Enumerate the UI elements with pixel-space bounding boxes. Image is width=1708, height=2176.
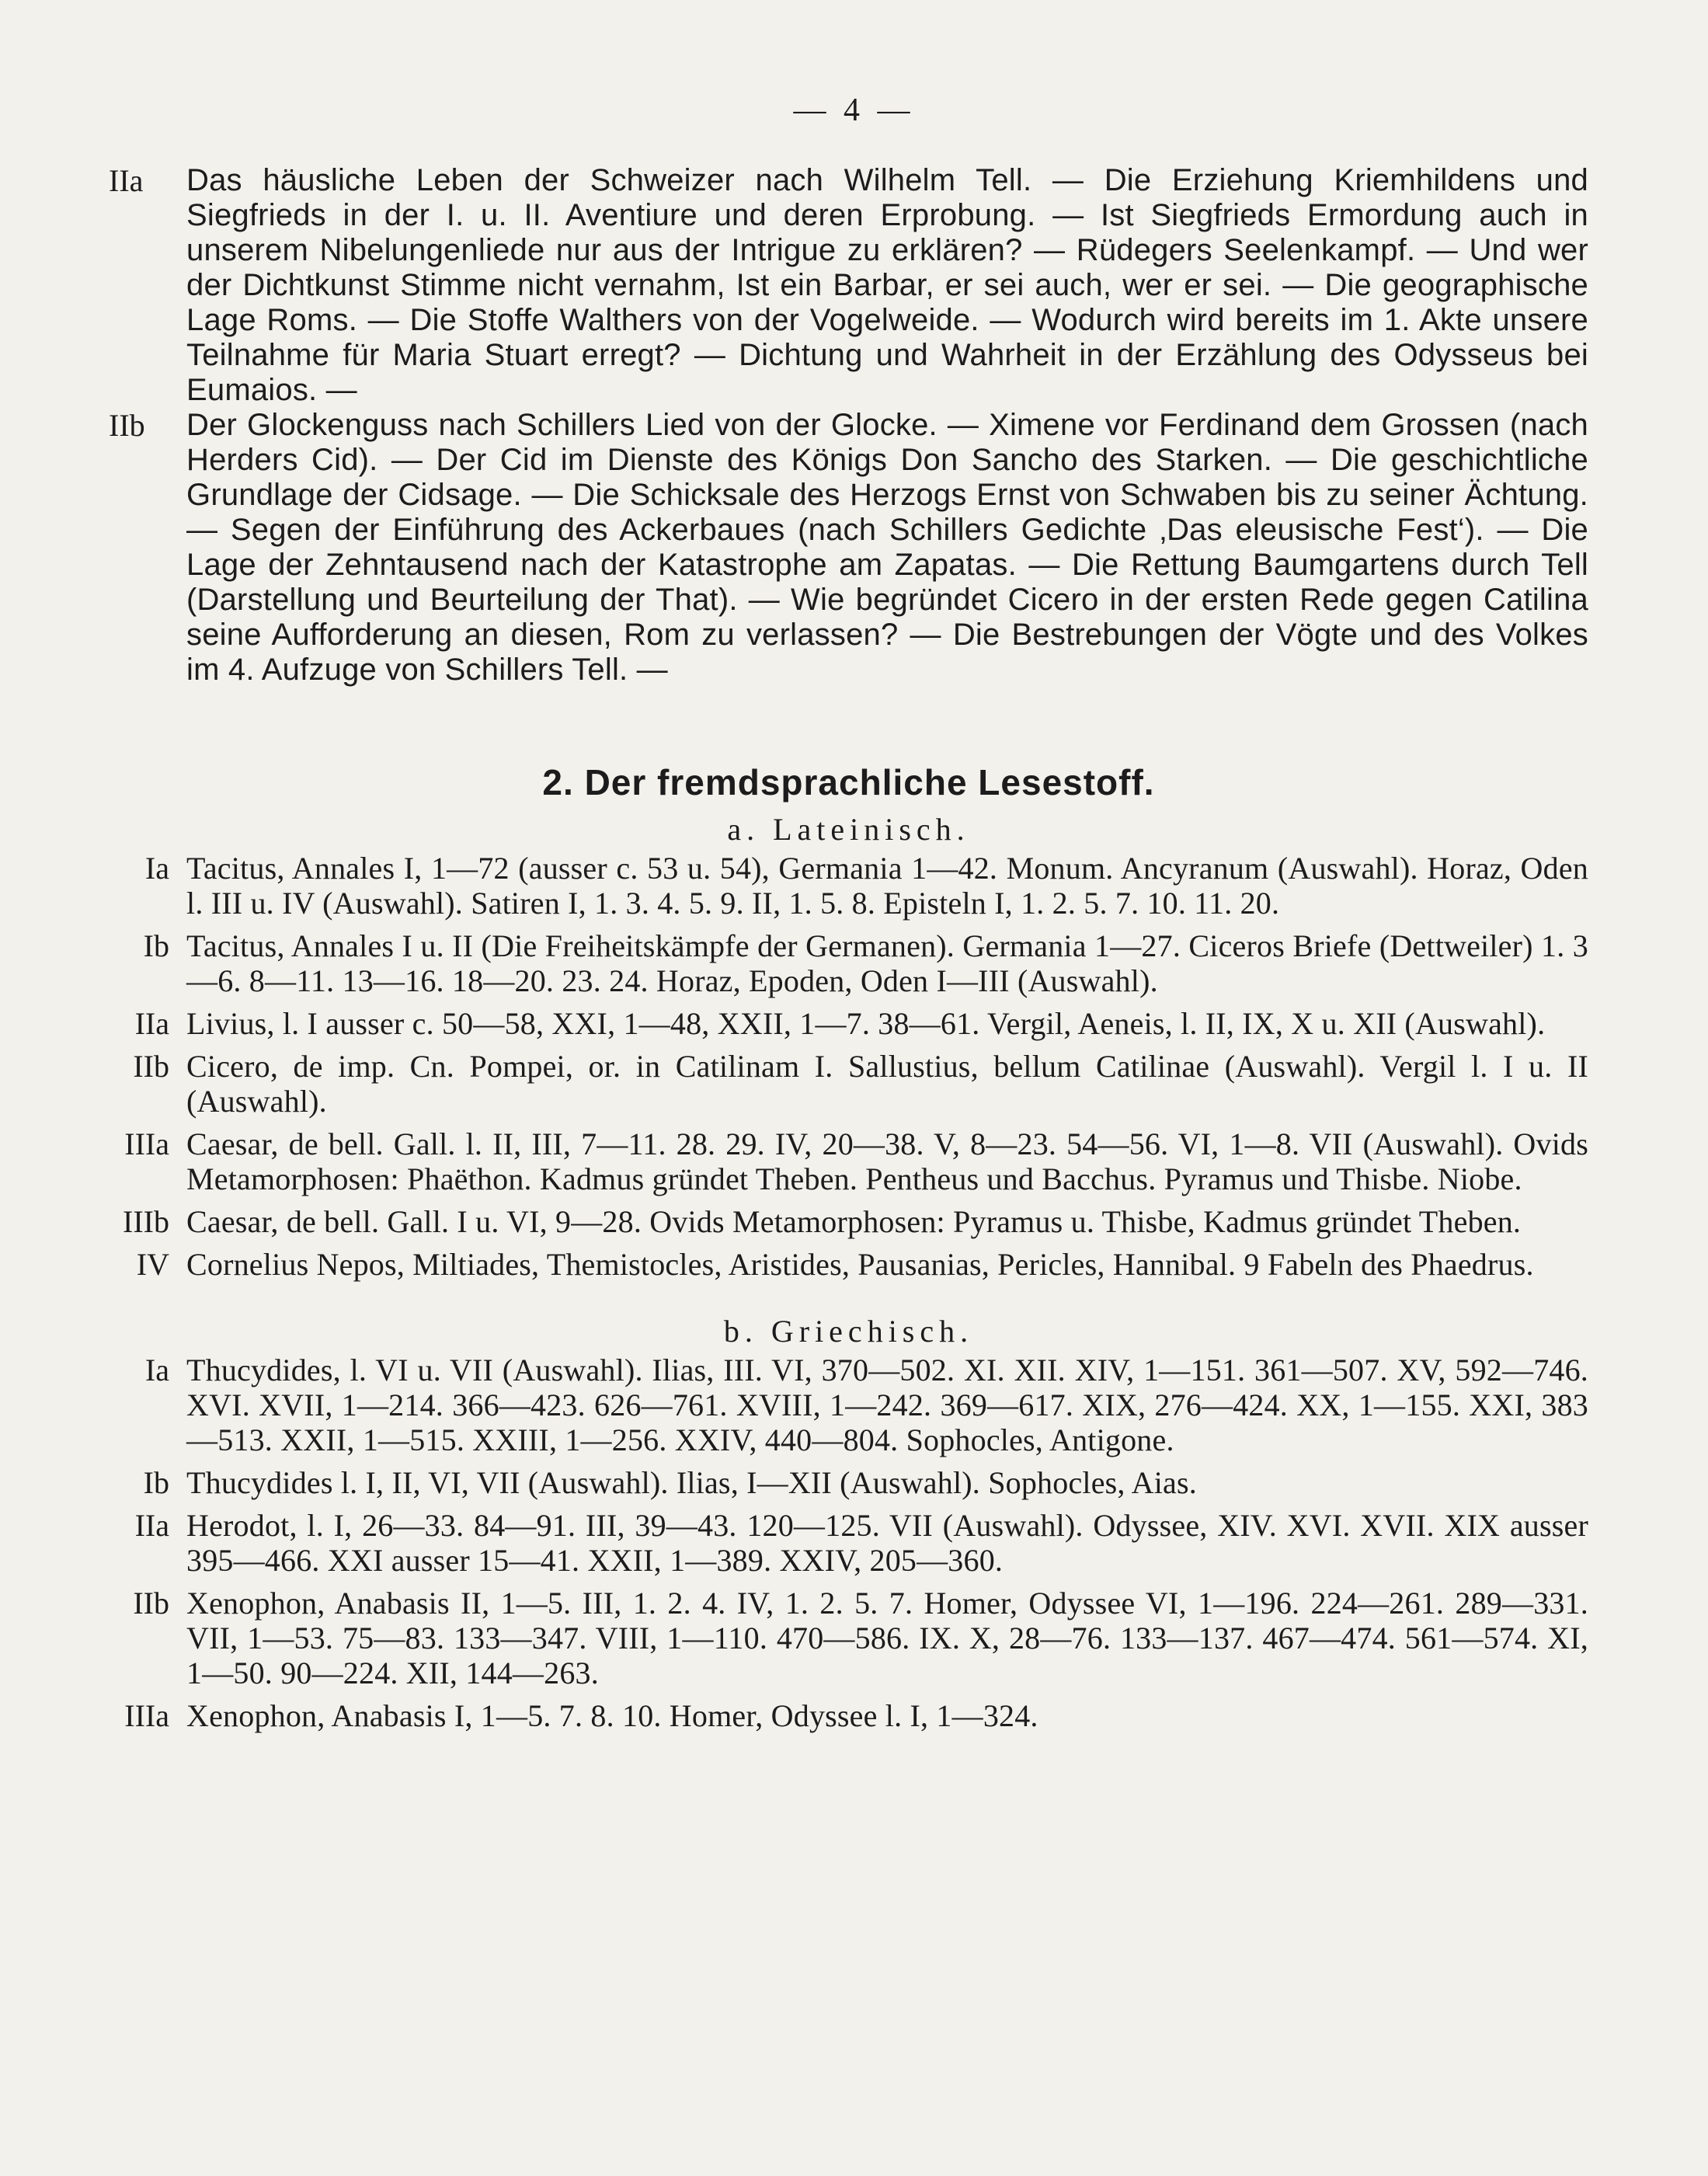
topic-entry-iia: [109, 163, 1588, 408]
latin-heading: a. Lateinisch.: [727, 812, 970, 847]
latin-entry-iv: [109, 1247, 1588, 1282]
grade-label: IIIa: [124, 1126, 169, 1161]
page-content: [109, 163, 1588, 1733]
grade-label: IIb: [133, 1049, 169, 1084]
latin-entry-ib: [109, 928, 1588, 998]
reading-text: Xenophon, Anabasis I, 1—5. 7. 8. 10. Homer, Odyssee l. I, 1—324.: [186, 1698, 1038, 1733]
reading-text: Cicero, de imp. Cn. Pompei, or. in Catilinam I. Sallustius, bellum Catilinae (Auswahl). Vergil l. I u. II (Auswahl).: [186, 1049, 1588, 1119]
grade-label: IV: [136, 1247, 169, 1282]
reading-text: Livius, l. I ausser c. 50—58, XXI, 1—48, XXII, 1—7. 38—61. Vergil, Aeneis, l. II, IX, X u. XII (Auswahl).: [186, 1006, 1546, 1041]
grade-label: Ia: [144, 851, 169, 886]
greek-entry-iia: [109, 1508, 1588, 1578]
grade-label: Ib: [143, 928, 169, 963]
grade-label: IIIb: [123, 1204, 169, 1239]
grade-label: Ia: [144, 1353, 169, 1387]
reading-text: Caesar, de bell. Gall. l. II, III, 7—11. 28. 29. IV, 20—38. V, 8—23. 54—56. VI, 1—8. VII (Auswahl). Ovids Metamorphosen: Phaëthon. Kadmus gründet Theben. Pentheus und Bacchus. Pyramus und Thisbe. Niobe.: [186, 1126, 1588, 1196]
latin-entry-iib: [109, 1049, 1588, 1119]
greek-heading: b. Griechisch.: [723, 1314, 974, 1349]
greek-entry-iib: [109, 1586, 1588, 1690]
reading-text: Tacitus, Annales I u. II (Die Freiheitskämpfe der Germanen). Germania 1—27. Ciceros Briefe (Dettweiler) 1. 3—6. 8—11. 13—16. 18—20. 23. 24. Horaz, Epoden, Oden I—III (Auswahl).: [186, 928, 1588, 998]
reading-text: Thucydides, l. VI u. VII (Auswahl). Ilias, III. VI, 370—502. XI. XII. XIV, 1—151. 361—507. XV, 592—746. XVI. XVII, 1—214. 366—423. 626—761. XVIII, 1—242. 369—617. XIX, 276—424. XX, 1—155. XXI, 383—513. XXII, 1—515. XXIII, 1—256. XXIV, 440—804. Sophocles, Antigone.: [186, 1353, 1588, 1457]
greek-entry-ib: [109, 1465, 1588, 1500]
reading-text: Caesar, de bell. Gall. I u. VI, 9—28. Ovids Metamorphosen: Pyramus u. Thisbe, Kadmus gründet Theben.: [186, 1204, 1522, 1239]
greek-entry-iiia: [109, 1698, 1588, 1733]
reading-text: Cornelius Nepos, Miltiades, Themistocles, Aristides, Pausanias, Pericles, Hannibal. 9 Fabeln des Phaedrus.: [186, 1247, 1534, 1282]
reading-text: Xenophon, Anabasis II, 1—5. III, 1. 2. 4. IV, 1. 2. 5. 7. Homer, Odyssee VI, 1—196. 224—261. 289—331. VII, 1—53. 75—83. 133—347. VIII, 1—110. 470—586. IX. X, 28—76. 133—137. 467—474. 561—574. XI, 1—50. 90—224. XII, 144—263.: [186, 1586, 1588, 1690]
grade-label: IIb: [133, 1586, 169, 1621]
reading-text: Herodot, l. I, 26—33. 84—91. III, 39—43. 120—125. VII (Auswahl). Odyssee, XIV. XVI. XVII. XIX ausser 395—466. XXI ausser 15—41. XXII, 1—389. XXIV, 205—360.: [186, 1508, 1588, 1578]
grade-label: IIa: [134, 1006, 169, 1041]
grade-label: IIa: [109, 163, 144, 198]
latin-entry-ia: [109, 851, 1588, 921]
topic-text: Der Glockenguss nach Schillers Lied von der Glocke. — Ximene vor Ferdinand dem Grossen (nach Herders Cid). — Der Cid im Dienste des Königs Don Sancho des Starken. — Die geschichtliche Grundlage der Cidsage. — Die Schicksale des Herzogs Ernst von Schwaben bis zu seiner Ächtung. — Segen der Einführung des Ackerbaues (nach Schillers Gedichte ‚Das eleusische Fest‘). — Die Lage der Zehntausend nach der Katastrophe am Zapatas. — Die Rettung Baumgartens durch Tell (Darstellung und Beurteilung der That). — Wie begründet Cicero in der ersten Rede gegen Catilina seine Aufforderung an diesen, Rom zu verlassen? — Die Bestrebungen der Vögte und des Volkes im 4. Aufzuge von Schillers Tell. —: [186, 408, 1588, 687]
latin-entry-iiia: [109, 1126, 1588, 1196]
reading-text: Thucydides l. I, II, VI, VII (Auswahl). Ilias, I—XII (Auswahl). Sophocles, Aias.: [186, 1465, 1197, 1500]
grade-label: IIIa: [124, 1698, 169, 1733]
grade-label: Ib: [143, 1465, 169, 1500]
grade-label: IIb: [109, 408, 145, 443]
latin-entry-iiib: [109, 1204, 1588, 1239]
reading-text: Tacitus, Annales I, 1—72 (ausser c. 53 u. 54), Germania 1—42. Monum. Ancyranum (Auswahl). Horaz, Oden l. III u. IV (Auswahl). Satiren I, 1. 3. 4. 5. 9. II, 1. 5. 8. Episteln I, 1. 2. 5. 7. 10. 11. 20.: [186, 851, 1588, 921]
topic-text: Das häusliche Leben der Schweizer nach Wilhelm Tell. — Die Erziehung Kriemhildens und Siegfrieds in der I. u. II. Aventiure und deren Erprobung. — Ist Siegfrieds Ermordung auch in unserem Nibelungenliede nur aus der Intrigue zu erklären? — Rüdegers Seelenkampf. — Und wer der Dichtkunst Stimme nicht vernahm, Ist ein Barbar, er sei auch, wer er sei. — Die geographische Lage Roms. — Die Stoffe Walthers von der Vogelweide. — Wodurch wird bereits im 1. Akte unsere Teilnahme für Maria Stuart erregt? — Dichtung und Wahrheit in der Erzählung des Odysseus bei Eumaios. —: [186, 163, 1588, 407]
grade-label: IIa: [134, 1508, 169, 1543]
section-heading: 2. Der fremdsprachliche Lesestoff.: [542, 762, 1155, 803]
greek-entry-ia: [109, 1353, 1588, 1457]
latin-entry-iia: [109, 1006, 1588, 1041]
topic-entry-iib: [109, 408, 1588, 688]
page-number: — 4 —: [793, 92, 915, 128]
